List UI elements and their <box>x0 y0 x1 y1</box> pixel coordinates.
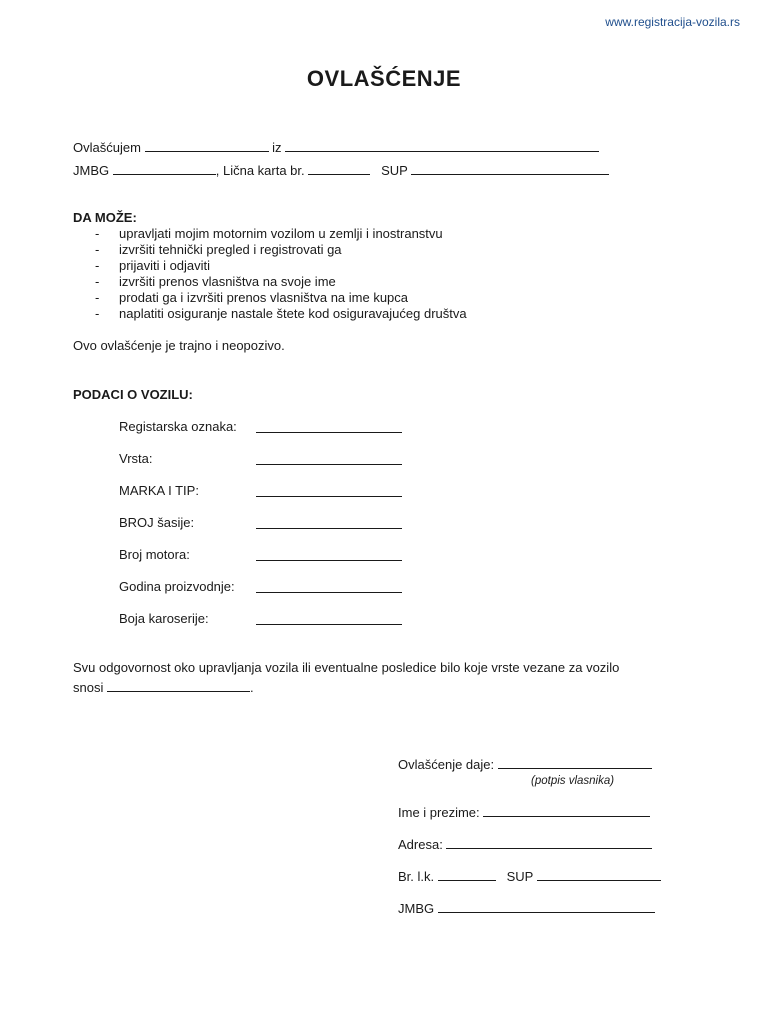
list-dash: - <box>95 242 100 257</box>
iz-label: iz <box>272 140 282 155</box>
vehicle-field-label: Boja karoserije: <box>119 611 209 626</box>
vehicle-field-label: Broj motora: <box>119 547 190 562</box>
name-line <box>398 804 650 821</box>
owner-jmbg-label: JMBG <box>398 901 435 916</box>
vehicle-field-label: Registarska oznaka: <box>119 419 237 434</box>
list-item: - izvršiti tehnički pregled i registrovati ga <box>95 242 342 257</box>
responsibility-line <box>73 679 254 696</box>
ovlascenje-daje-label: Ovlašćenje daje: <box>398 757 495 772</box>
list-item: - prodati ga i izvršiti prenos vlasništva na ime kupca <box>95 290 409 305</box>
production-year-field[interactable] <box>256 592 402 593</box>
list-dash: - <box>95 258 100 273</box>
vehicle-field-label: Vrsta: <box>119 451 153 466</box>
adresa-label: Adresa: <box>398 837 443 852</box>
ovlascujem-label: Ovlašćujem <box>73 140 141 155</box>
responsibility-text: Svu odgovornost oko upravljanja vozila ili eventualne posledice bilo koje vrste vezane za vozilo <box>73 660 620 675</box>
owner-jmbg-line <box>398 900 655 917</box>
make-model-field[interactable] <box>256 496 402 497</box>
list-item: - prijaviti i odjaviti <box>95 258 211 273</box>
vehicle-field-label: Godina proizvodnje: <box>119 579 235 594</box>
ime-prezime-label: Ime i prezime: <box>398 805 480 820</box>
jmbg-field[interactable] <box>113 162 216 175</box>
vehicle-field-label: MARKA I TIP: <box>119 483 199 498</box>
vehicle-field-label: BROJ šasije: <box>119 515 195 530</box>
chassis-number-field[interactable] <box>256 528 402 529</box>
vehicle-type-field[interactable] <box>256 464 402 465</box>
authority-heading: DA MOŽE: <box>73 210 137 225</box>
sup-field[interactable] <box>411 162 609 175</box>
licna-karta-label: , Lična karta br. <box>215 163 305 178</box>
list-dash: - <box>95 226 100 241</box>
authorized-person-field[interactable] <box>145 139 269 152</box>
list-item: - izvršiti prenos vlasništva na svoje ime <box>95 274 336 289</box>
registration-field[interactable] <box>256 432 402 433</box>
owner-jmbg-field[interactable] <box>438 900 655 913</box>
vehicle-heading: PODACI O VOZILU: <box>73 387 193 402</box>
document-title: OVLAŠĆENJE <box>306 66 462 91</box>
engine-number-field[interactable] <box>256 560 402 561</box>
full-name-field[interactable] <box>483 804 650 817</box>
id-line <box>73 162 609 179</box>
authority-list <box>95 226 467 322</box>
list-item: - upravljati mojim motornim vozilom u zemlji i inostranstvu <box>95 226 443 241</box>
sup-label: SUP <box>381 163 408 178</box>
responsible-party-field[interactable] <box>107 679 250 692</box>
signature-line <box>398 756 652 773</box>
address-line <box>398 836 652 853</box>
body-color-field[interactable] <box>256 624 402 625</box>
site-url-link[interactable]: www.registracija-vozila.rs <box>605 15 740 29</box>
owner-sup-label: SUP <box>506 869 534 884</box>
permanence-text: Ovo ovlašćenje je trajno i neopozivo. <box>73 338 285 353</box>
authorizer-line <box>73 139 599 156</box>
owner-id-card-field[interactable] <box>438 868 496 881</box>
br-lk-label: Br. l.k. <box>398 869 435 884</box>
owner-sup-field[interactable] <box>537 868 661 881</box>
signature-hint: (potpis vlasnika) <box>531 775 615 787</box>
address-field[interactable] <box>446 836 652 849</box>
owner-signature-field[interactable] <box>498 756 652 769</box>
list-dash: - <box>95 290 100 305</box>
id-card-line <box>398 868 661 885</box>
list-item: - naplatiti osiguranje nastale štete kod osiguravajućeg društva <box>95 306 467 321</box>
snosi-label: snosi <box>73 680 104 695</box>
period: . <box>249 680 254 695</box>
list-dash: - <box>95 306 100 321</box>
city-field[interactable] <box>285 139 599 152</box>
jmbg-label: JMBG <box>73 163 110 178</box>
id-card-number-field[interactable] <box>308 162 370 175</box>
list-dash: - <box>95 274 100 289</box>
